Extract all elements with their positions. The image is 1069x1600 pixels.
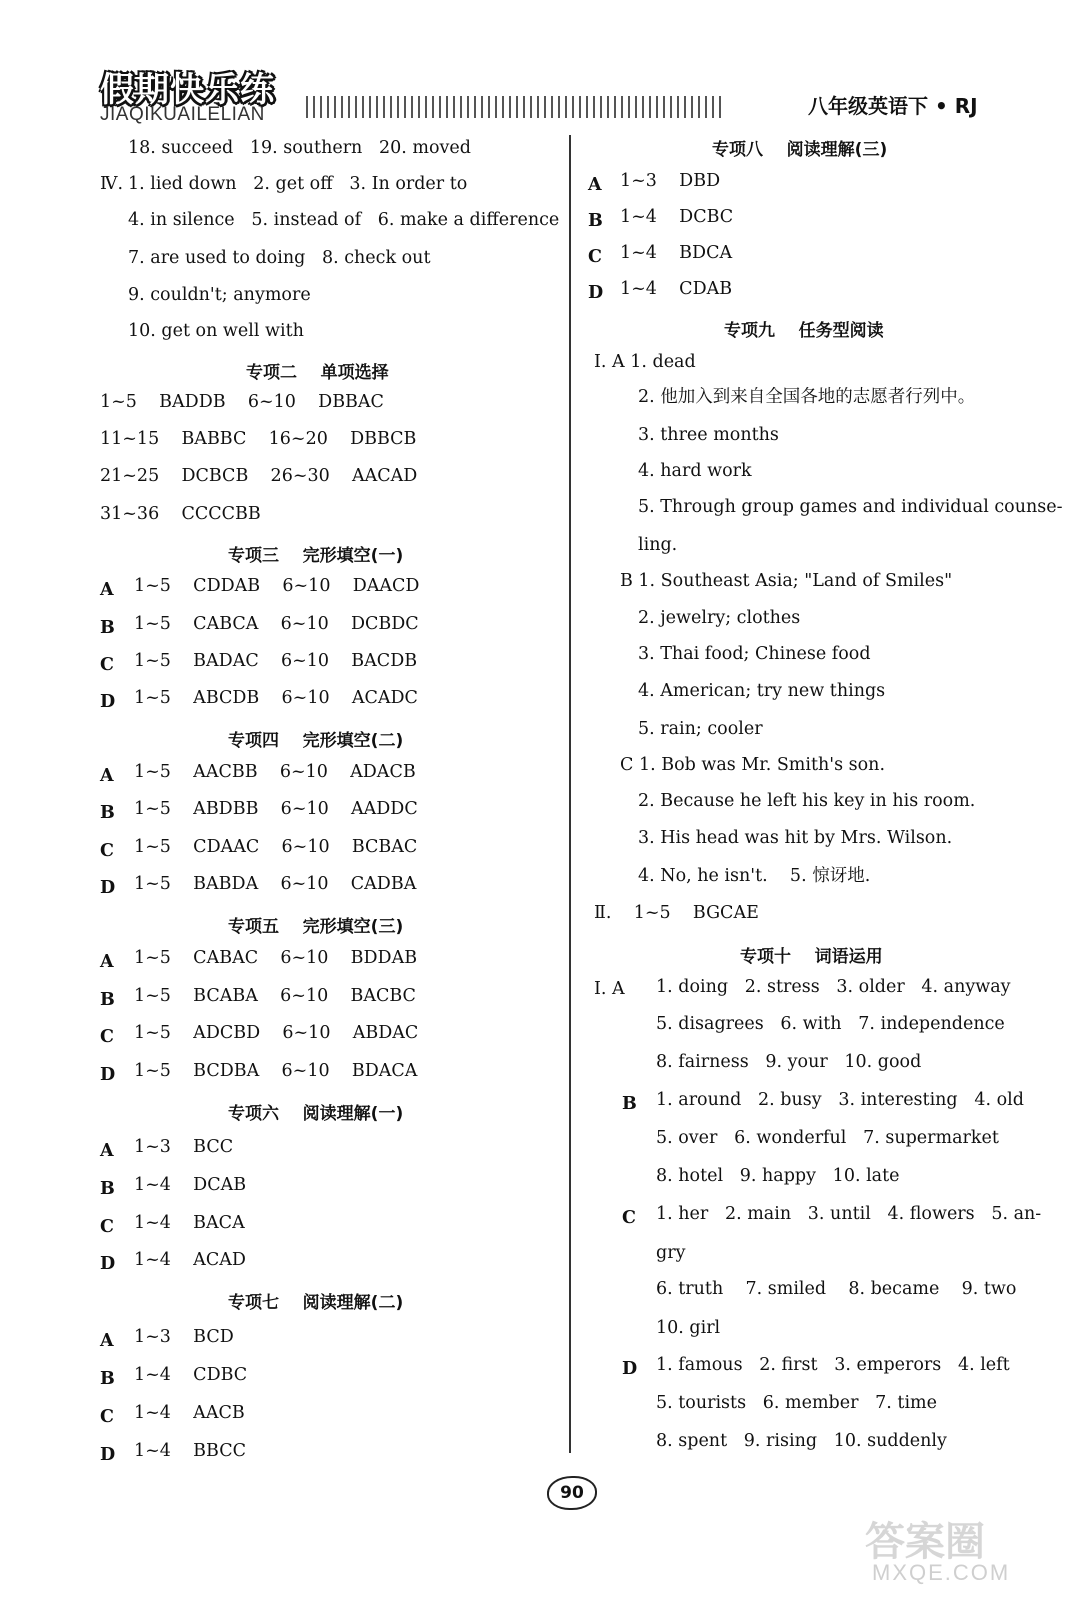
answer-line: 1~5 CDAAC 6~10 BCBAC [134,837,418,857]
group-letter: D [100,692,116,712]
answer-line: 31~36 CCCCBB [100,504,261,524]
answer-line: 1. around 2. busy 3. interesting 4. old [656,1090,1024,1110]
answer-line: 1~5 CABAC 6~10 BDDAB [134,948,418,968]
answer-line: 1~5 BCABA 6~10 BACBC [134,986,416,1006]
answer-line: 2. jewelry; clothes [638,608,801,628]
answer-line: 1~4 BACA [134,1213,245,1233]
answer-line: ling. [638,535,678,555]
group-letter: A [100,1331,114,1351]
answer-line: 1. famous 2. first 3. emperors 4. left [656,1355,1010,1375]
answer-line: 8. spent 9. rising 10. suddenly [656,1431,947,1451]
answer-line: 1~5 ADCBD 6~10 ABDAC [134,1023,419,1043]
group-letter: D [588,283,604,303]
answer-line: 10. girl [656,1318,721,1338]
group-letter: A [100,952,114,972]
answer-line: 1~5 BADDB 6~10 DBBAC [100,392,384,412]
answer-line: 1~4 CDAB [620,279,733,299]
answer-line: 1. lied down 2. get off 3. In order to [128,174,468,194]
answer-line: 1~4 DCBC [620,207,734,227]
group-letter: B [100,1179,115,1199]
group-letter: A [100,1141,114,1161]
section-heading: 专项九 任务型阅读 [724,321,884,341]
answer-line: 11~15 BABBC 16~20 DBBCB [100,429,417,449]
answer-line: 4. American; try new things [638,681,886,701]
answer-line: 18. succeed 19. southern 20. moved [128,138,471,158]
answer-line: 5. Through group games and individual counse- [638,497,1063,517]
answer-line: C 1. Bob was Mr. Smith's son. [620,755,886,775]
group-letter: A [588,175,602,195]
logo-title: 假期快乐练 [100,70,275,110]
answer-line: 21~25 DCBCB 26~30 AACAD [100,466,418,486]
group-letter: C [100,841,114,861]
group-letter: C [100,655,114,675]
answer-line: 2. Because he left his key in his room. [638,791,976,811]
section-heading: 专项六 阅读理解(一) [228,1104,404,1124]
answer-line: 1. doing 2. stress 3. older 4. anyway [656,977,1011,997]
answer-line: 2. 他加入到来自全国各地的志愿者行列中。 [638,387,976,407]
answer-line: 1. her 2. main 3. until 4. flowers 5. an- [656,1204,1042,1224]
answer-line: 8. fairness 9. your 10. good [656,1052,922,1072]
section-heading: 专项四 完形填空(二) [228,731,404,751]
answer-line: 8. hotel 9. happy 10. late [656,1166,900,1186]
answer-line: 1~4 BBCC [134,1441,247,1461]
column-divider [569,135,571,1453]
watermark: 答案圈 [865,1519,985,1565]
section-heading: 专项十 词语运用 [740,947,883,967]
group-letter: A [100,580,114,600]
group-letter: D [622,1359,638,1379]
answer-line: 5. tourists 6. member 7. time [656,1393,937,1413]
group-letter: C [100,1217,114,1237]
watermark-url: MXQE.COM [872,1560,1011,1585]
section-heading: 专项八 阅读理解(三) [712,140,888,160]
group-letter: D [100,1065,116,1085]
group-letter: D [100,878,116,898]
group-letter: D [100,1445,116,1465]
answer-line: 4. hard work [638,461,752,481]
answer-line: 1~5 ABCDB 6~10 ACADC [134,688,418,708]
answer-line: 3. Thai food; Chinese food [638,644,871,664]
section-heading: 专项五 完形填空(三) [228,917,404,937]
logo-subtitle: JIAQIKUAILELIAN [100,104,265,125]
group-letter: C [588,247,602,267]
answer-line: 5. disagrees 6. with 7. independence [656,1014,1005,1034]
answer-line: 1~5 ABDBB 6~10 AADDC [134,799,418,819]
group-letter: B [100,990,115,1010]
group-letter: A [100,766,114,786]
answer-line: 4. in silence 5. instead of 6. make a difference [128,210,560,230]
section-numeral: Ⅳ. [100,174,124,194]
answer-line: 1~5 BABDA 6~10 CADBA [134,874,417,894]
answer-line: 1~5 AACBB 6~10 ADACB [134,762,416,782]
answer-line: Ⅱ. 1~5 BGCAE [594,903,759,923]
answer-line: 3. three months [638,425,779,445]
answer-line: 4. No, he isn't. 5. 惊讶地. [638,866,871,886]
section-heading: 专项二 单项选择 [246,363,389,383]
answer-line: 1~5 BADAC 6~10 BACDB [134,651,418,671]
grade-label: 八年级英语下 • RJ [808,94,978,118]
answer-line: 1~4 BDCA [620,243,733,263]
group-letter: C [622,1208,636,1228]
answer-line: 1~4 CDBC [134,1365,248,1385]
answer-line: 3. His head was hit by Mrs. Wilson. [638,828,953,848]
answer-line: 1~4 AACB [134,1403,245,1423]
group-letter: B [588,211,603,231]
answer-line: 5. rain; cooler [638,719,763,739]
answer-line: Ⅰ. A 1. dead [594,352,696,372]
answer-line: 7. are used to doing 8. check out [128,248,431,268]
answer-line: 1~3 BCC [134,1137,234,1157]
group-letter: C [100,1027,114,1047]
page-number: 90 [547,1476,597,1510]
group-letter: C [100,1407,114,1427]
answer-line: gry [656,1243,686,1263]
group-letter: B [100,618,115,638]
answer-line: 1~3 DBD [620,171,721,191]
answer-line: 1~4 ACAD [134,1250,246,1270]
answer-line: 5. over 6. wonderful 7. supermarket [656,1128,999,1148]
answer-line: 1~3 BCD [134,1327,234,1347]
answer-line: B 1. Southeast Asia; "Land of Smiles" [620,571,953,591]
section-heading: 专项七 阅读理解(二) [228,1293,404,1313]
answer-line: 1~5 CABCA 6~10 DCBDC [134,614,419,634]
group-letter: B [100,1369,115,1389]
answer-line: 10. get on well with [128,321,304,341]
answer-line: 1~4 DCAB [134,1175,247,1195]
answer-line: 9. couldn't; anymore [128,285,311,305]
answer-line: 6. truth 7. smiled 8. became 9. two [656,1279,1017,1299]
answer-line: 1~5 CDDAB 6~10 DAACD [134,576,420,596]
group-label: Ⅰ. A [594,979,625,999]
answer-line: 1~5 BCDBA 6~10 BDACA [134,1061,418,1081]
section-heading: 专项三 完形填空(一) [228,546,404,566]
group-letter: B [100,803,115,823]
group-letter: D [100,1254,116,1274]
group-letter: B [622,1094,637,1114]
decorative-bar [306,96,722,118]
